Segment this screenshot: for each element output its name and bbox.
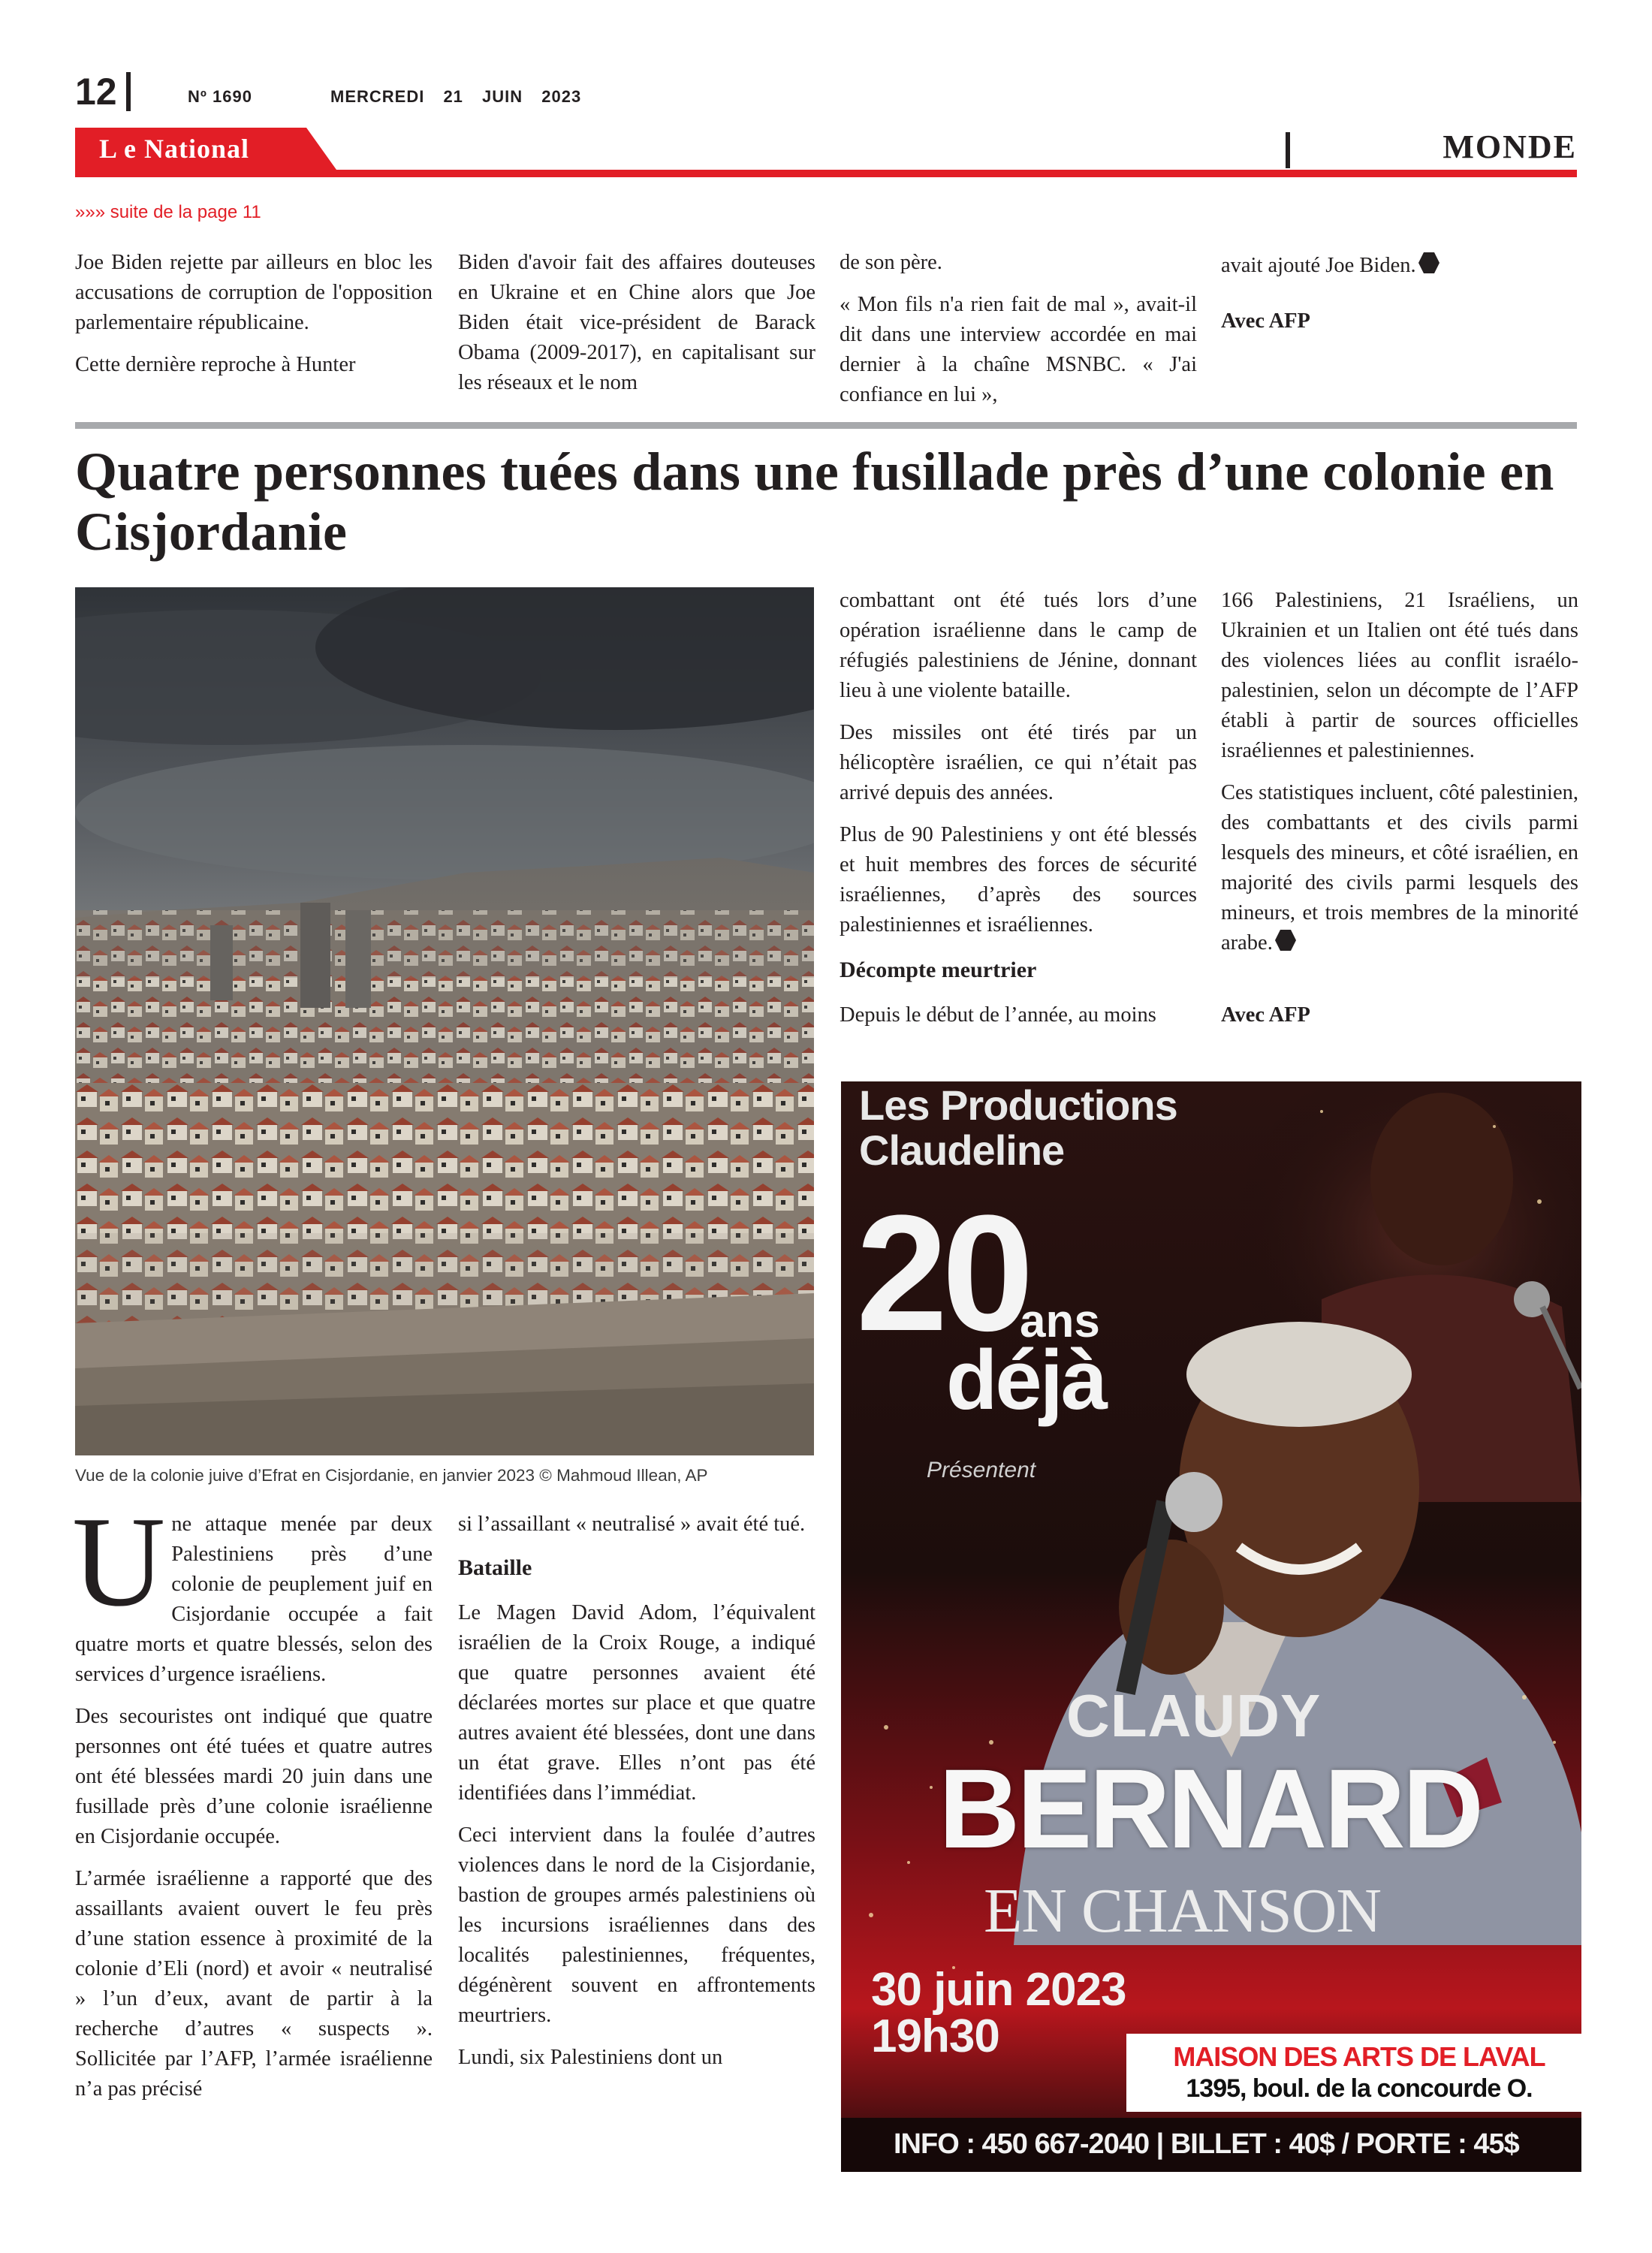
- article-signature: Avec AFP: [1221, 1003, 1310, 1027]
- paragraph-text: ne attaque menée par deux Palestiniens près d’une colonie de peuplement juif en Cisjordanie occupée a fait quatre morts et quatre blessés, selon des services d’urgence israéliens.: [75, 1513, 433, 1686]
- paragraph: Des secouristes ont indiqué que quatre personnes ont été tuées et quatre autres ont été blessées mardi 20 juin dans une fusillade près d’une colonie israélienne en Cisjordanie occupée.: [75, 1705, 433, 1848]
- paragraph: Depuis le début de l’année, au moins: [840, 1003, 1156, 1027]
- subheading: Bataille: [458, 1555, 532, 1580]
- issue-date: MERCREDI 21 JUIN 2023: [330, 87, 582, 106]
- continued-from-link[interactable]: »»» suite de la page 11: [75, 202, 261, 222]
- end-of-article-icon: [1274, 929, 1297, 952]
- ad-artist-last-name: BERNARD: [939, 1745, 1481, 1871]
- ad-presentent: Présentent: [927, 1458, 1036, 1482]
- paragraph: [1221, 251, 1578, 281]
- article-column-3: [840, 586, 1197, 1042]
- ad-anniversary-number: 20: [856, 1181, 1028, 1365]
- ad-producer: [859, 1083, 1177, 1173]
- paragraph: combattant ont été tués lors d’une opération israélienne dans le camp de réfugiés palestiniens de Jénine, donnant lieu à une violente bataille.: [840, 589, 1197, 702]
- article-column-2: [458, 1510, 815, 2085]
- paragraph-text: Ces statistiques incluent, côté palestinien, des combattants et des civils parmi lesquels des mineurs, et côté israélien, en majorité des civils parmi lesquels des mineurs, et trois membres de la minorité arabe.: [1221, 781, 1578, 955]
- paragraph: si l’assaillant « neutralisé » avait été tué.: [458, 1513, 806, 1536]
- article-headline: Quatre personnes tuées dans une fusillade près d’une colonie en Cisjordanie: [75, 442, 1554, 562]
- ad-show-subtitle: EN CHANSON: [984, 1876, 1382, 1946]
- drop-cap: U: [72, 1491, 166, 1633]
- ad-anniversary-deja: déjà: [946, 1333, 1106, 1427]
- paragraph: [72, 1491, 433, 1690]
- paragraph-text: avait ajouté Joe Biden.: [1221, 254, 1416, 277]
- paragraph: Cette dernière reproche à Hunter: [75, 353, 356, 376]
- paragraph: [1221, 778, 1578, 958]
- article-divider-rule: [75, 422, 1577, 429]
- paragraph: L’armée israélienne a rapporté que des assaillants avaient ouvert le feu près d’une station essence à proximité de la colonie d’Eli (nord) et avoir « neutralisé » l’un d’eux, avant de partir à la recherche d’autres « suspects ». Sollicitée par l’AFP, l’armée israélienne n’a pas précisé: [75, 1867, 433, 2101]
- paragraph: Ceci intervient dans la foulée d’autres violences dans le nord de la Cisjordanie, bastion de groupes armés palestiniens où les incursions israéliennes dans des localités palestiniennes, fréquentes, dégénèrent souvent en affrontements meurtriers.: [458, 1823, 815, 2027]
- paragraph: « Mon fils n'a rien fait de mal », avait-il dit dans une interview accordée en mai dernier à la chaîne MSNBC. « J'ai confiance en lui »,: [840, 293, 1197, 406]
- concert-advertisement[interactable]: [841, 1081, 1581, 2172]
- ad-anniversary-ans: ans: [1020, 1295, 1100, 1347]
- paragraph: Plus de 90 Palestiniens y ont été blessés et huit membres des forces de sécurité israéliennes, d’après des sources palestiniennes et israéliennes.: [840, 823, 1197, 936]
- paragraph: Biden d'avoir fait des affaires douteuses en Ukraine et en Chine alors que Joe Biden était vice-président de Barack Obama (2009-2017), en capitalisant sur les réseaux et le nom: [458, 251, 815, 394]
- continued-article-column-2: [458, 248, 815, 410]
- ad-show-time: 19h30: [871, 2010, 999, 2062]
- settlement-photo: [75, 587, 814, 1455]
- section-title: MONDE: [1442, 128, 1577, 165]
- paragraph: Le Magen David Adom, l’équivalent israélien de la Croix Rouge, a indiqué que quatre personnes avaient été déclarées mortes sur place et que quatre autres avaient été blessées, dont une dans un état grave. Elles n’ont pas été identifiées dans l’immédiat.: [458, 1601, 815, 1805]
- continued-article-column-4: [1221, 251, 1578, 348]
- article-signature: Avec AFP: [1221, 309, 1310, 333]
- newspaper-brand: L e National: [99, 134, 250, 164]
- paragraph: de son père.: [840, 251, 942, 274]
- ad-artist-first-name: CLAUDY: [1066, 1682, 1322, 1749]
- ad-venue: MAISON DES ARTS DE LAVAL: [1173, 2041, 1545, 2072]
- paragraph: Joe Biden rejette par ailleurs en bloc les accusations de corruption de l'opposition parlementaire républicaine.: [75, 251, 433, 334]
- issue-number: Nº 1690: [188, 87, 252, 106]
- photo-caption: Vue de la colonie juive d’Efrat en Cisjordanie, en janvier 2023 © Mahmoud Illean, AP: [75, 1466, 708, 1485]
- paragraph: Lundi, six Palestiniens dont un: [458, 2046, 723, 2069]
- page-number: 12: [75, 71, 117, 113]
- subheading: Décompte meurtrier: [840, 958, 1037, 982]
- article-column-4: [1221, 586, 1578, 1042]
- article-column-1: [72, 1491, 433, 2116]
- end-of-article-icon: [1418, 252, 1440, 274]
- continued-article-column-1: [75, 248, 433, 392]
- paragraph: Des missiles ont été tirés par un hélicoptère israélien, ce qui n’était pas arrivé depuis des années.: [840, 721, 1197, 804]
- ad-venue-address: 1395, boul. de la concourde O.: [1186, 2074, 1533, 2103]
- paragraph: 166 Palestiniens, 21 Israéliens, un Ukrainien et un Italien ont été tués dans des violences liées au conflit israélo-palestinien, selon un décompte de l’AFP établi à partir de sources officielles israéliennes et palestiniennes.: [1221, 589, 1578, 762]
- section-divider: [1286, 132, 1290, 168]
- continued-article-column-3: [840, 248, 1197, 422]
- ad-show-date: 30 juin 2023: [871, 1964, 1126, 2016]
- page-number-divider: [126, 72, 131, 111]
- ad-ticket-info: INFO : 450 667-2040 | BILLET : 40$ / PORTE : 45$: [894, 2128, 1519, 2160]
- ad-producer-line: Claudeline: [859, 1126, 1065, 1174]
- ad-producer-line: Les Productions: [859, 1081, 1177, 1129]
